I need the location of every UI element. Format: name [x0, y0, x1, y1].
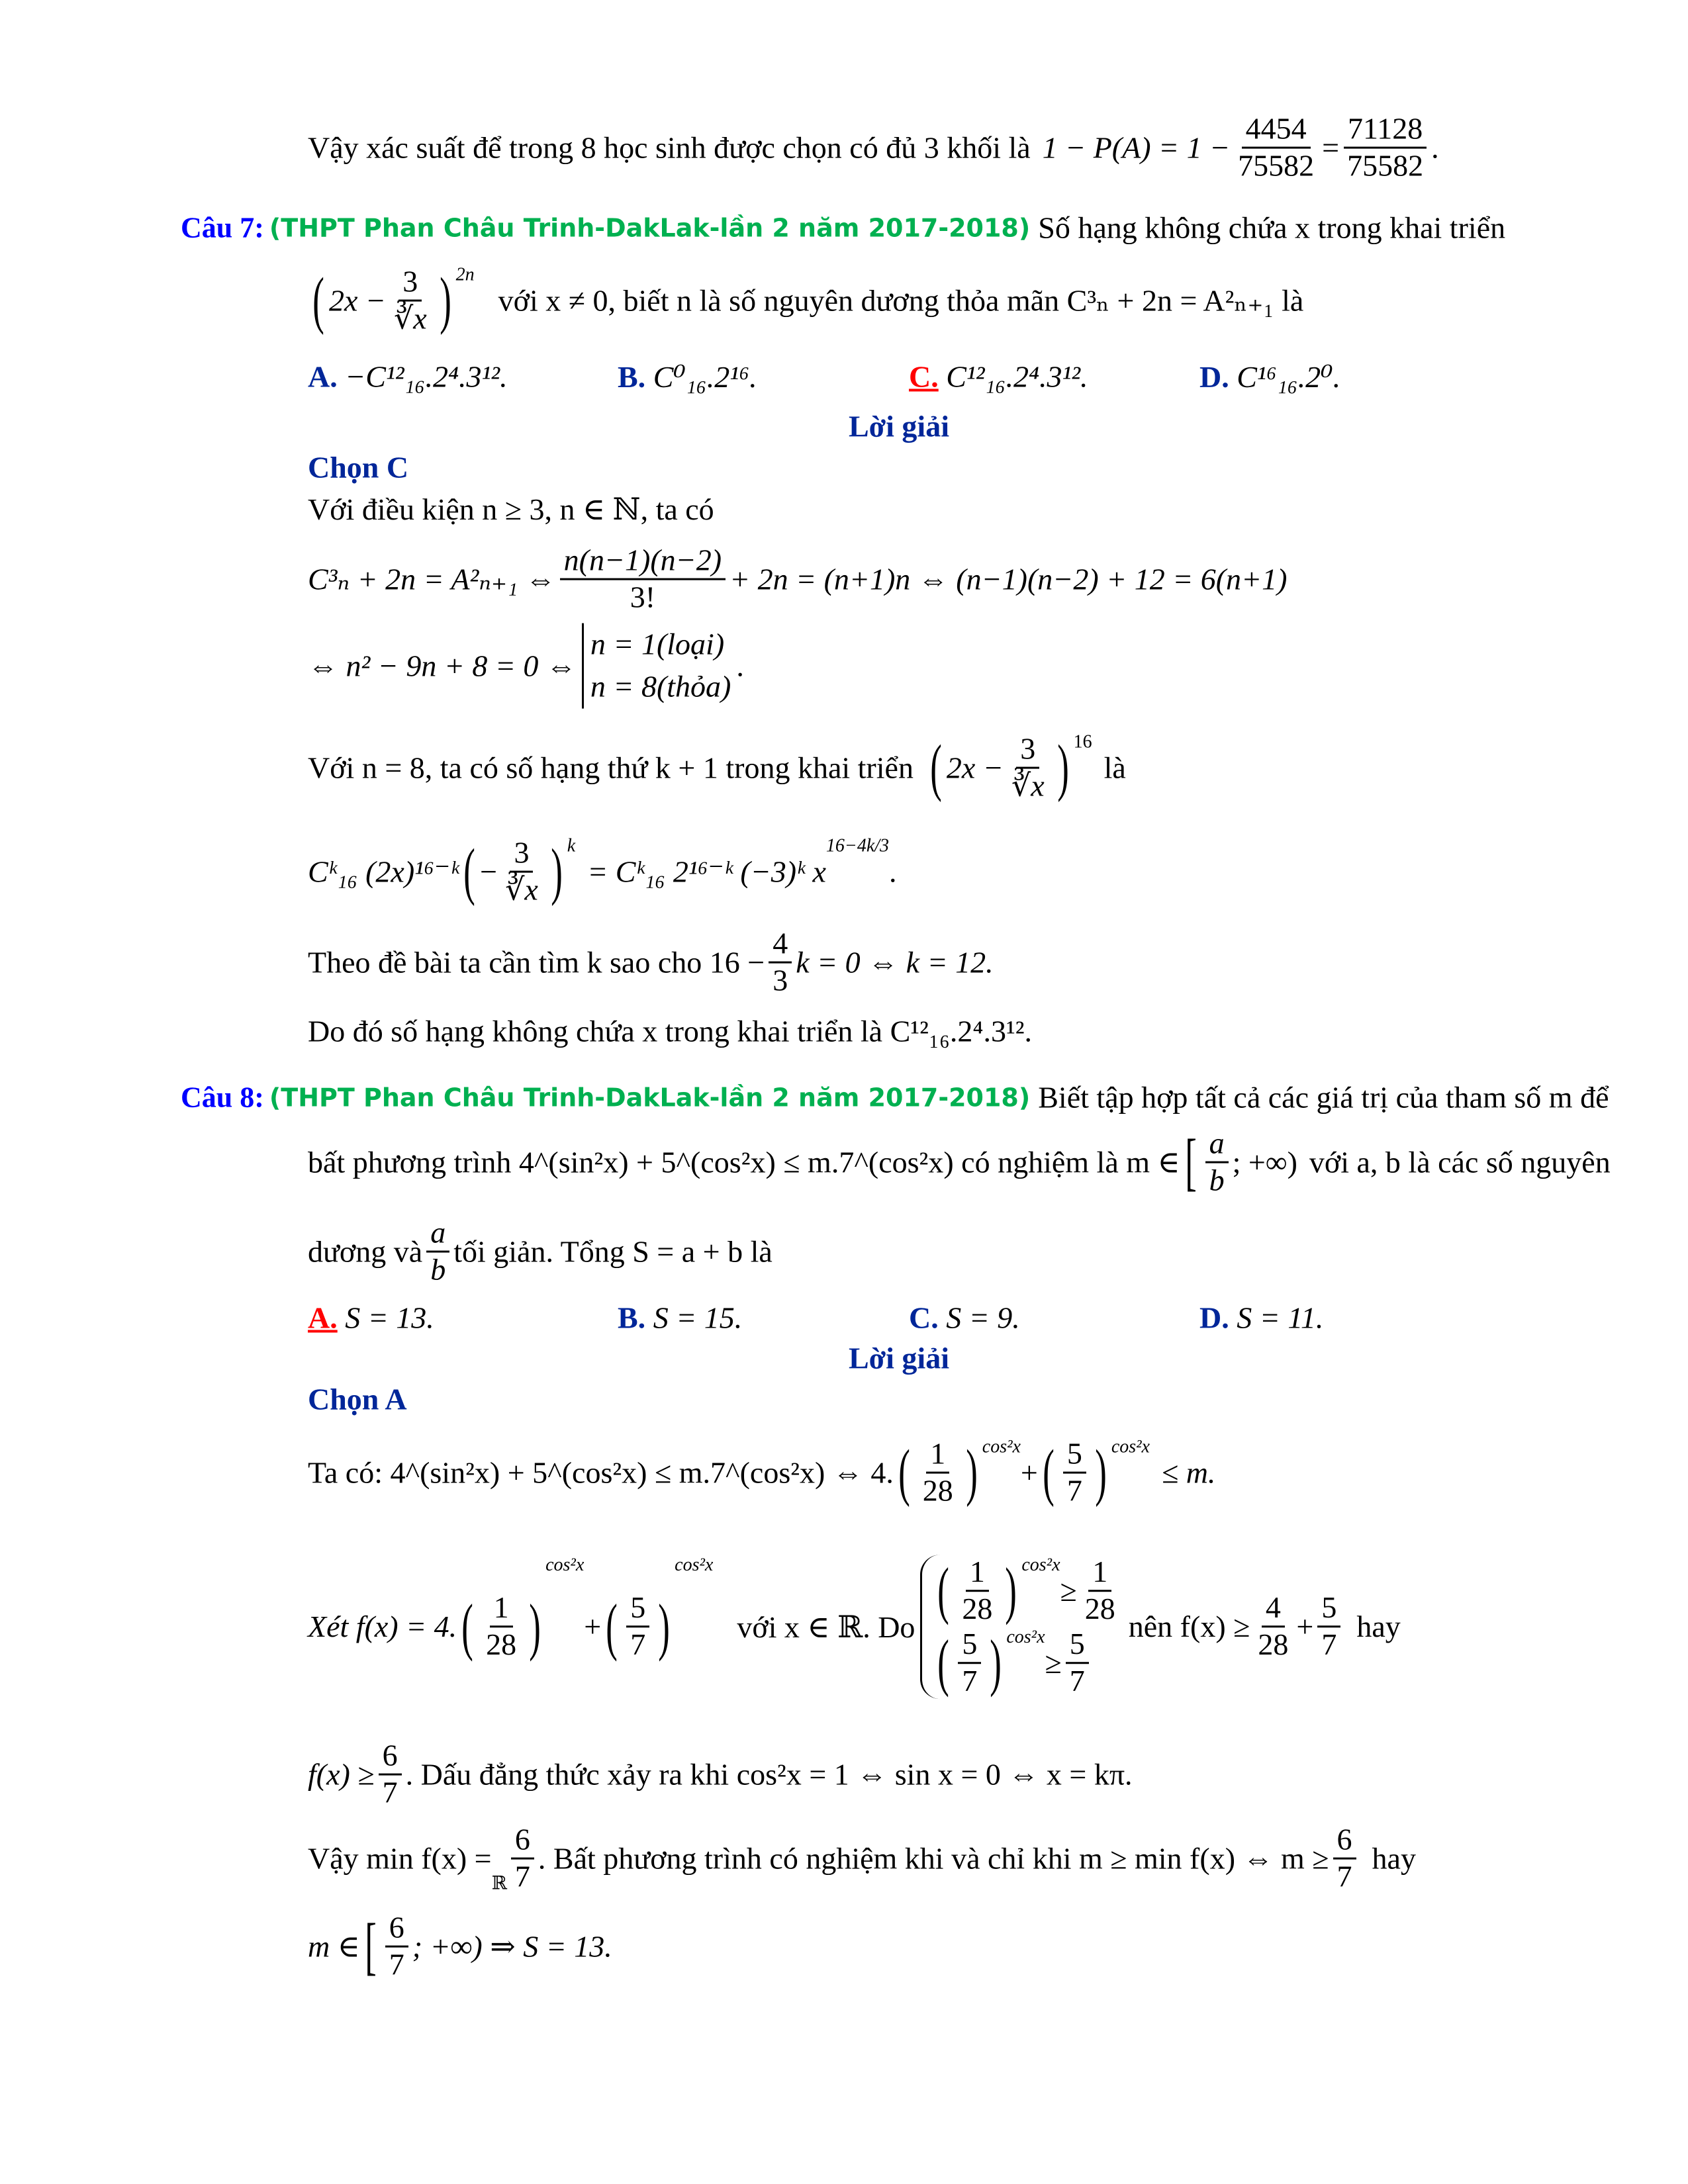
solution-line: f(x) ≥ $\frac{6}{7}$ . Dấu đẳng thức xảy ra khi cos²x = 1 ⇔ sin x = 0 ⇔ x = kπ. [308, 1738, 1133, 1809]
intro-line: Vậy xác suất để trong 8 học sinh được chọn có đủ 3 khối là 1 − P(A) = 1 − $\frac{4454}{75582}$ = $\frac{71128}{75582}$ . [308, 111, 1439, 183]
solution-line: Với n = 8, ta có số hạng thứ k + 1 trong khai triển ( 2x − $\frac{3}{∛x}$ ) $^{16}$ là [308, 731, 1126, 803]
solution-conclusion: m ∈ [ 6 7 ; +∞) ⇒ S = 13. [308, 1910, 612, 1981]
solution-line: Theo đề bài ta cần tìm k sao cho 16 − $\frac{4}{3}$ k = 0 ⇔ k = 12. [308, 926, 994, 997]
solution-line: Vậy min f(x) = $_ℝ$ 6 7 . Bất phương trình có nghiệm khi và chỉ khi m ≥ min f(x) ⇔ m ≥ $\frac{6}{7}$ hay [308, 1822, 1416, 1894]
fraction: $\frac{71128}{75582}$ [1343, 112, 1427, 184]
option-b[interactable]: B. S = 15. [618, 1300, 743, 1335]
option-d[interactable]: D. S = 11. [1199, 1300, 1324, 1335]
question-8-stem: dương và a b tối giản. Tổng S = a + b là [308, 1215, 773, 1287]
chosen-answer: Chọn C [308, 450, 409, 484]
solution-title: Lời giải [849, 409, 949, 443]
option-d[interactable]: D. C¹⁶₁₆.2⁰. [1199, 360, 1341, 394]
question-8-header: Câu 8: (THPT Phan Châu Trinh-DakLak-lần 2 năm 2017-2018) Biết tập hợp tất cả các giá trị của tham số m để [181, 1080, 1609, 1115]
solution-equation: Xét f(x) = 4. ( 1 28 ) cos²x + ( 5 7 ) cos²x với x ∈ ℝ. Do ( 1 28 ) $^{cos^2x}$ ≥ $\frac{1}{28}$ ( 5 7 ) $^{cos^2x}$ ≥ $\frac{5}{7}$ nên f(x) ≥ $\frac{4}{28}$ + $\frac{5}{7}$ hay [308, 1555, 1401, 1698]
option-c[interactable]: C. S = 9. [909, 1300, 1020, 1335]
option-c-correct[interactable]: C. C¹²₁₆.2⁴.3¹². [909, 359, 1088, 394]
question-7-stem: ( 2x − $\frac{3}{∛x}$ ) $^{2n}$ với x ≠ 0, biết n là số nguyên dương thỏa mãn C³ₙ + 2n = A²ₙ₊₁ là [312, 264, 1304, 336]
question-8-stem: bất phương trình 4^(sin²x) + 5^(cos²x) ≤ m.7^(cos²x) có nghiệm là m ∈ [ a b ; +∞) với a, b là các số nguyên [308, 1126, 1611, 1197]
chosen-answer: Chọn A [308, 1382, 407, 1416]
solution-equation: ⇔ n² − 9n + 8 = 0 ⇔ n = 1(loại) n = 8(thỏa) . [308, 623, 744, 709]
solution-line: Với điều kiện n ≥ 3, n ∈ ℕ, ta có [308, 492, 714, 526]
fraction: $\frac{4454}{75582}$ [1238, 111, 1315, 183]
option-b[interactable]: B. C⁰₁₆.2¹⁶. [618, 360, 757, 394]
solution-equation: Cᵏ₁₆ (2x)¹⁶⁻ᵏ ( − $\frac{3}{∛x}$ ) $^k$ = Cᵏ₁₆ 2¹⁶⁻ᵏ (−3)ᵏ x $^{16-4k/3}$ . [308, 835, 897, 907]
option-a[interactable]: A. −C¹²₁₆.2⁴.3¹². [308, 359, 508, 394]
solution-title: Lời giải [849, 1341, 949, 1375]
solution-conclusion: Do đó số hạng không chứa x trong khai triển là C¹²₁₆.2⁴.3¹². [308, 1014, 1033, 1048]
solution-equation: C³ₙ + 2n = A²ₙ₊₁ ⇔ n(n−1)(n−2) 3! + 2n = (n+1)n ⇔ (n−1)(n−2) + 12 = 6(n+1) [308, 543, 1288, 614]
question-7-header: Câu 7: (THPT Phan Châu Trinh-DakLak-lần 2 năm 2017-2018) Số hạng không chứa x trong khai triển [181, 210, 1506, 245]
solution-equation: Ta có: 4^(sin²x) + 5^(cos²x) ≤ m.7^(cos²x) ⇔ 4. ( 1 28 ) $^{cos^2x}$ + ( 5 7 ) $^{cos^2x}$ ≤ m. [308, 1436, 1216, 1508]
option-a-correct[interactable]: A. S = 13. [308, 1300, 434, 1335]
